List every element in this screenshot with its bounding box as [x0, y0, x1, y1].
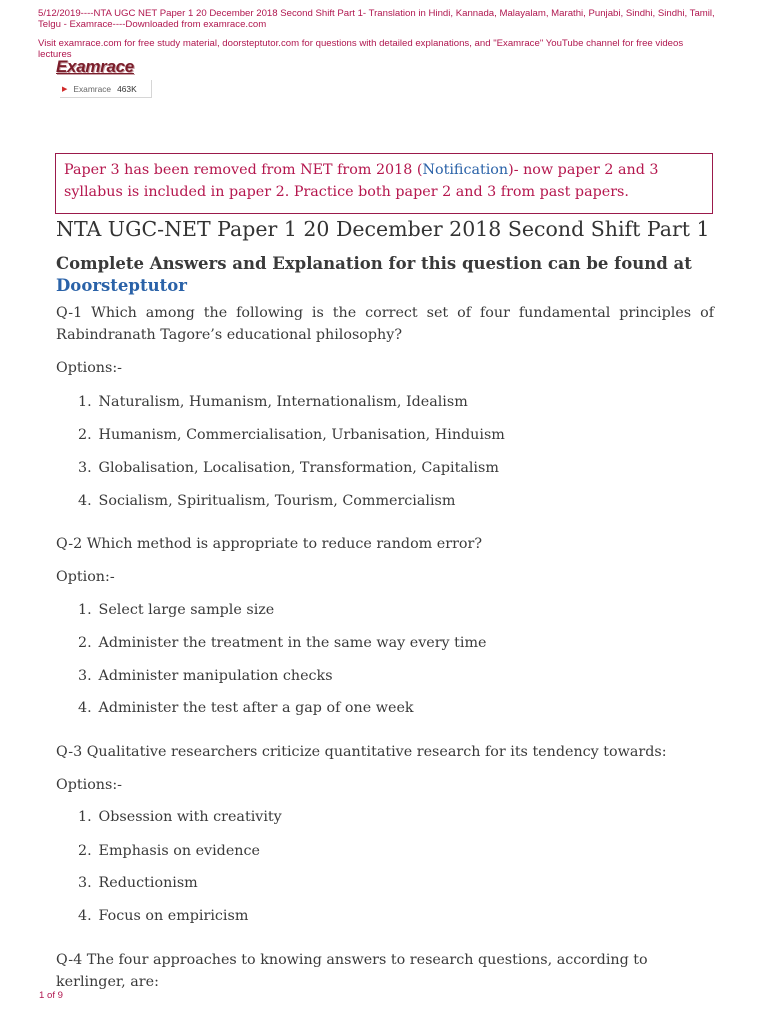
question-2-option-4: 4. Administer the test after a gap of one week: [78, 700, 414, 716]
question-2-option-2: 2. Administer the treatment in the same way every time: [78, 635, 487, 651]
question-4: Q-4 The four approaches to knowing answers to research questions, according to kerlinger, are:: [56, 952, 648, 990]
youtube-subscribe-badge[interactable]: [60, 80, 152, 98]
question-1-option-3: 3. Globalisation, Localisation, Transformation, Capitalism: [78, 460, 499, 476]
visit-header: Visit examrace.com for free study material, doorsteptutor.com for questions with detailed explanations, and "Examrace" YouTube channel for free videos lectures: [38, 38, 684, 60]
question-3-option-1: 1. Obsession with creativity: [78, 809, 282, 825]
subscriber-count: 463K: [117, 83, 137, 94]
question-3-option-3: 3. Reductionism: [78, 875, 198, 891]
play-icon: ▶: [62, 85, 68, 93]
question-2-option-1: 1. Select large sample size: [78, 602, 275, 618]
download-header: 5/12/2019----NTA UGC NET Paper 1 20 December 2018 Second Shift Part 1- Translation in Hindi, Kannada, Malayalam, Marathi, Punjabi, Sindhi, Sindhi, Tamil, Telgu - Examrace----Downloaded from examrace.com: [38, 8, 715, 30]
question-1-options-label: Options:-: [56, 360, 122, 376]
question-3-options-label: Options:-: [56, 777, 122, 793]
notice-box: [55, 153, 713, 214]
question-1-option-2: 2. Humanism, Commercialisation, Urbanisation, Hinduism: [78, 427, 505, 443]
question-2-option-3: 3. Administer manipulation checks: [78, 668, 333, 684]
doorsteptutor-link[interactable]: Doorsteptutor: [56, 276, 187, 295]
question-3: Q-3 Qualitative researchers criticize quantitative research for its tendency towards:: [56, 744, 667, 760]
page-number: 1 of 9: [39, 990, 64, 1001]
question-2-options-label: Option:-: [56, 569, 115, 585]
question-1-option-4: 4. Socialism, Spiritualism, Tourism, Commercialism: [78, 493, 456, 509]
notification-link[interactable]: Notification: [422, 162, 509, 178]
question-1-option-1: 1. Naturalism, Humanism, Internationalism, Idealism: [78, 394, 468, 410]
callout-text: Complete Answers and Explanation for this question can be found at: [56, 254, 692, 273]
question-1: Q-1 Which among the following is the correct set of four fundamental principles of Rabindranath Tagore’s educational philosophy?: [56, 305, 714, 343]
notice-text-end: )- now paper 2 and 3 syllabus is included in paper 2. Practice both paper 2 and 3 from past papers.: [64, 162, 659, 200]
page-title: NTA UGC-NET Paper 1 20 December 2018 Second Shift Part 1: [56, 217, 710, 241]
examrace-logo[interactable]: Examrace: [56, 57, 134, 76]
question-2: Q-2 Which method is appropriate to reduce random error?: [56, 536, 483, 552]
youtube-channel-name: Examrace: [73, 83, 112, 94]
question-3-option-4: 4. Focus on empiricism: [78, 908, 249, 924]
notice-text-start: Paper 3 has been removed from NET from 2018 (: [64, 162, 423, 178]
question-3-option-2: 2. Emphasis on evidence: [78, 843, 260, 859]
answers-callout: [56, 253, 726, 297]
